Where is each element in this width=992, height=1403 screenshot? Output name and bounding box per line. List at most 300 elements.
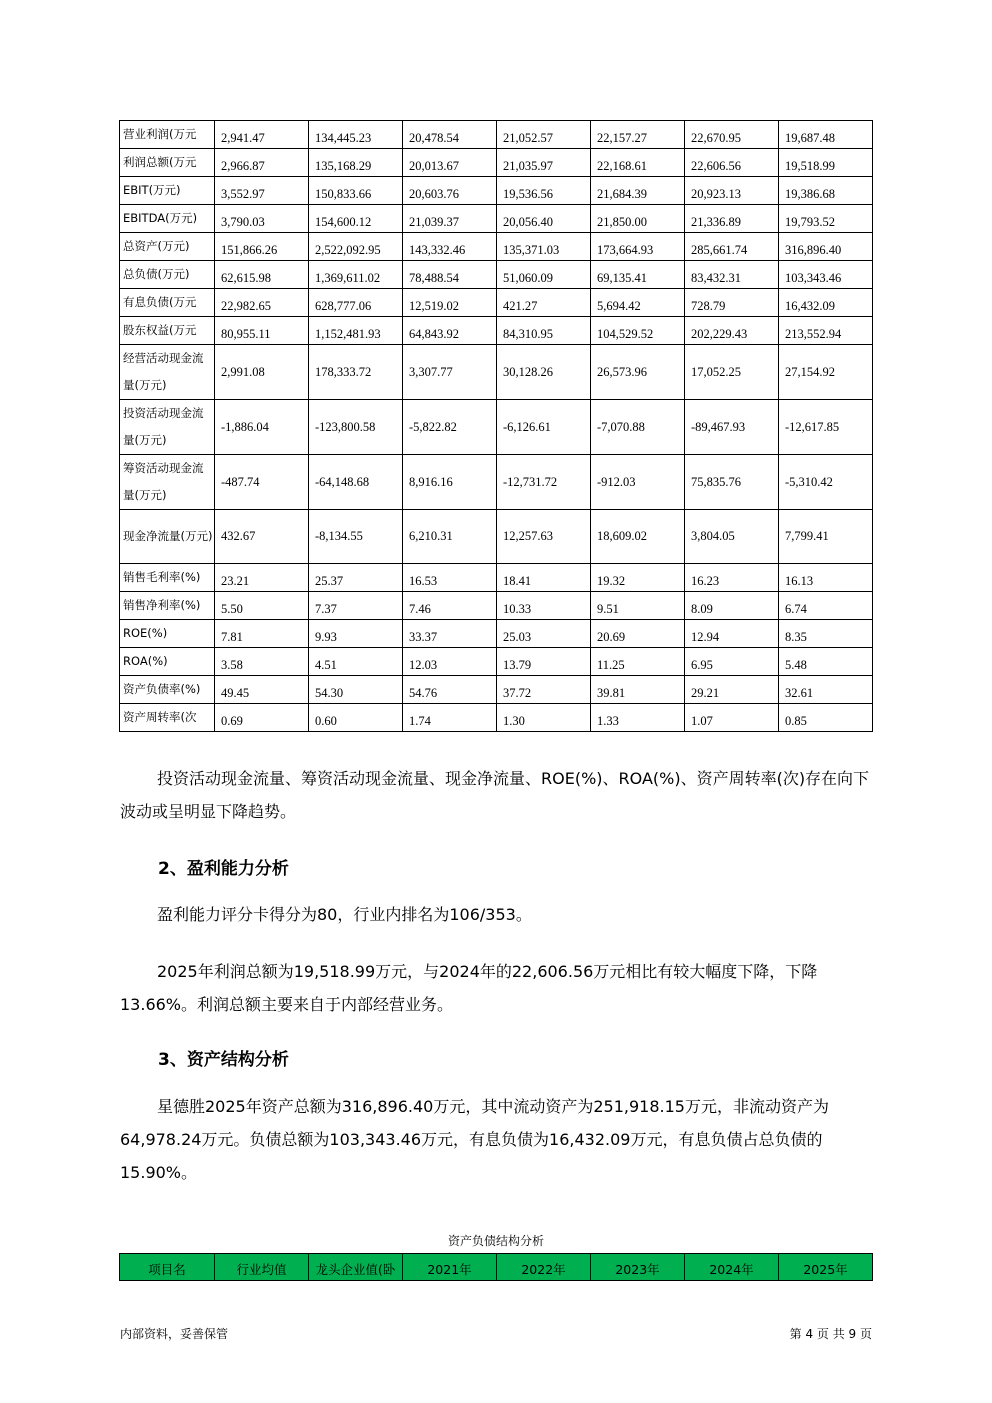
cell-value: 1.07 bbox=[691, 714, 713, 728]
cell-value: 202,229.43 bbox=[691, 327, 748, 341]
cell-value: 12.03 bbox=[409, 658, 438, 672]
table-cell bbox=[309, 400, 403, 455]
table-row bbox=[120, 620, 873, 648]
table-cell bbox=[497, 261, 591, 289]
table-cell bbox=[309, 205, 403, 233]
cell-value: 135,168.29 bbox=[315, 159, 372, 173]
table-cell bbox=[685, 205, 779, 233]
table-row bbox=[120, 510, 873, 564]
table-cell bbox=[403, 564, 497, 592]
row-label: 销售净利率(%) bbox=[120, 592, 215, 620]
table-cell bbox=[497, 648, 591, 676]
cell-value: 19,386.68 bbox=[785, 187, 835, 201]
table-cell bbox=[309, 510, 403, 564]
cell-value: 20,603.76 bbox=[409, 187, 459, 201]
table-cell bbox=[403, 648, 497, 676]
cell-value: 20.69 bbox=[597, 630, 626, 644]
cell-value: 22,606.56 bbox=[691, 159, 741, 173]
table-cell bbox=[779, 317, 873, 345]
table-cell bbox=[591, 289, 685, 317]
footer-page-number: 第 4 页 共 9 页 bbox=[789, 1327, 872, 1341]
table-cell bbox=[215, 233, 309, 261]
cell-value: 8.09 bbox=[691, 602, 713, 616]
table-cell bbox=[779, 149, 873, 177]
cell-value: 135,371.03 bbox=[503, 243, 560, 257]
table-cell bbox=[403, 289, 497, 317]
table-row bbox=[120, 149, 873, 177]
cell-value: 19.32 bbox=[597, 574, 626, 588]
table-cell bbox=[497, 121, 591, 149]
table-row bbox=[120, 676, 873, 704]
table-row bbox=[120, 648, 873, 676]
cell-value: 628,777.06 bbox=[315, 299, 372, 313]
profitability-score-paragraph: 盈利能力评分卡得分为80，行业内排名为106/353。 bbox=[157, 905, 532, 924]
table-cell bbox=[309, 592, 403, 620]
cell-value: 178,333.72 bbox=[315, 364, 372, 379]
header-label: 龙头企业值(卧 bbox=[315, 1262, 396, 1277]
table-cell bbox=[779, 177, 873, 205]
table-cell bbox=[497, 345, 591, 400]
table-cell bbox=[403, 121, 497, 149]
cell-value: -12,731.72 bbox=[503, 474, 558, 489]
table-cell bbox=[215, 177, 309, 205]
row-label: ROA(%) bbox=[120, 648, 215, 676]
table-cell bbox=[215, 121, 309, 149]
cell-value: -5,310.42 bbox=[785, 474, 833, 489]
cell-value: 151,866.26 bbox=[221, 243, 278, 257]
table-cell bbox=[591, 261, 685, 289]
cell-value: 22,157.27 bbox=[597, 131, 647, 145]
header-label: 项目名 bbox=[148, 1262, 186, 1277]
row-label: 现金净流量(万元) bbox=[120, 510, 215, 564]
table-cell bbox=[309, 149, 403, 177]
table-cell bbox=[497, 289, 591, 317]
row-label: 资产负债率(%) bbox=[120, 676, 215, 704]
table-cell bbox=[779, 564, 873, 592]
cell-value: 7,799.41 bbox=[785, 529, 829, 543]
table-cell bbox=[779, 289, 873, 317]
table-cell bbox=[591, 233, 685, 261]
table-cell bbox=[685, 676, 779, 704]
table-cell bbox=[215, 205, 309, 233]
table-cell bbox=[403, 620, 497, 648]
cell-value: 33.37 bbox=[409, 630, 438, 644]
balance-table-header-row bbox=[120, 1254, 873, 1281]
table-cell bbox=[403, 149, 497, 177]
table-cell bbox=[779, 400, 873, 455]
table-cell bbox=[779, 704, 873, 732]
cell-value: -12,617.85 bbox=[785, 419, 840, 434]
table-cell bbox=[497, 592, 591, 620]
table-cell bbox=[591, 620, 685, 648]
header-cell bbox=[215, 1254, 309, 1281]
table-cell bbox=[403, 400, 497, 455]
cell-value: 29.21 bbox=[691, 686, 720, 700]
table-cell bbox=[309, 177, 403, 205]
table-cell bbox=[403, 317, 497, 345]
table-cell bbox=[591, 121, 685, 149]
cell-value: 16,432.09 bbox=[785, 299, 835, 313]
cell-value: 7.37 bbox=[315, 602, 337, 616]
table-cell bbox=[403, 592, 497, 620]
cell-value: 0.60 bbox=[315, 714, 337, 728]
cell-value: 432.67 bbox=[221, 529, 256, 543]
cell-value: 20,478.54 bbox=[409, 131, 459, 145]
table-cell bbox=[215, 564, 309, 592]
table-row bbox=[120, 564, 873, 592]
row-label: 筹资活动现金流量(万元) bbox=[120, 455, 215, 510]
cell-value: 18,609.02 bbox=[597, 529, 647, 543]
header-label: 行业均值 bbox=[236, 1262, 287, 1277]
table-cell bbox=[403, 455, 497, 510]
cell-value: 12,519.02 bbox=[409, 299, 459, 313]
table-cell bbox=[215, 149, 309, 177]
cell-value: 213,552.94 bbox=[785, 327, 842, 341]
cell-value: 2,966.87 bbox=[221, 159, 265, 173]
cell-value: 75,835.76 bbox=[691, 474, 741, 489]
cell-value: 2,941.47 bbox=[221, 131, 265, 145]
cell-value: 18.41 bbox=[503, 574, 532, 588]
cell-value: -487.74 bbox=[221, 474, 260, 489]
table-cell bbox=[685, 317, 779, 345]
table-row bbox=[120, 455, 873, 510]
table-cell bbox=[779, 510, 873, 564]
cell-value: 8.35 bbox=[785, 630, 807, 644]
cell-value: 12.94 bbox=[691, 630, 720, 644]
cell-value: 3,790.03 bbox=[221, 215, 265, 229]
cell-value: 20,923.13 bbox=[691, 187, 741, 201]
table-row bbox=[120, 400, 873, 455]
cell-value: 20,013.67 bbox=[409, 159, 459, 173]
table-cell bbox=[685, 233, 779, 261]
table-cell bbox=[309, 289, 403, 317]
cell-value: 39.81 bbox=[597, 686, 626, 700]
cell-value: 285,661.74 bbox=[691, 243, 748, 257]
footer-confidential: 内部资料，妥善保管 bbox=[120, 1327, 229, 1341]
table-cell bbox=[403, 177, 497, 205]
cell-value: 25.03 bbox=[503, 630, 532, 644]
cell-value: 150,833.66 bbox=[315, 187, 372, 201]
table-cell bbox=[215, 592, 309, 620]
cell-value: 83,432.31 bbox=[691, 271, 741, 285]
cell-value: 2,522,092.95 bbox=[315, 243, 381, 257]
table-row bbox=[120, 233, 873, 261]
cell-value: 1.30 bbox=[503, 714, 525, 728]
table-cell bbox=[685, 261, 779, 289]
cell-value: 49.45 bbox=[221, 686, 250, 700]
header-cell bbox=[497, 1254, 591, 1281]
table-cell bbox=[685, 400, 779, 455]
cell-value: 3,307.77 bbox=[409, 364, 453, 379]
cell-value: 22,670.95 bbox=[691, 131, 741, 145]
row-label: 总负债(万元) bbox=[120, 261, 215, 289]
header-cell bbox=[591, 1254, 685, 1281]
table-cell bbox=[685, 564, 779, 592]
cell-value: 6.74 bbox=[785, 602, 807, 616]
cell-value: 21,684.39 bbox=[597, 187, 647, 201]
section-2-heading: 2、盈利能力分析 bbox=[158, 859, 289, 879]
cell-value: 1,369,611.02 bbox=[315, 271, 381, 285]
table-cell bbox=[215, 704, 309, 732]
table-cell bbox=[309, 233, 403, 261]
cell-value: -912.03 bbox=[597, 474, 636, 489]
row-label: EBIT(万元) bbox=[120, 177, 215, 205]
cell-value: 173,664.93 bbox=[597, 243, 654, 257]
table-cell bbox=[309, 648, 403, 676]
row-label: 资产周转率(次 bbox=[120, 704, 215, 732]
cell-value: -64,148.68 bbox=[315, 474, 370, 489]
table-cell bbox=[215, 345, 309, 400]
table-cell bbox=[215, 400, 309, 455]
header-cell bbox=[403, 1254, 497, 1281]
cell-value: 1.74 bbox=[409, 714, 431, 728]
table-cell bbox=[403, 233, 497, 261]
cell-value: 13.79 bbox=[503, 658, 532, 672]
table-cell bbox=[591, 564, 685, 592]
row-label: ROE(%) bbox=[120, 620, 215, 648]
profit-total-paragraph: 2025年利润总额为19,518.99万元，与2024年的22,606.56万元相比有较大幅度下降，下降13.66%。利润总额主要来自于内部经营业务。 bbox=[120, 962, 818, 1014]
row-label: 营业利润(万元 bbox=[120, 121, 215, 149]
cell-value: 32.61 bbox=[785, 686, 814, 700]
cell-value: 7.81 bbox=[221, 630, 243, 644]
table-row bbox=[120, 317, 873, 345]
asset-structure-paragraph: 星德胜2025年资产总额为316,896.40万元，其中流动资产为251,918.15万元，非流动资产为64,978.24万元。负债总额为103,343.46万元，有息负债为16,432.09万元，有息负债占总负债的15.90%。 bbox=[120, 1097, 829, 1182]
table-cell bbox=[591, 149, 685, 177]
table-cell bbox=[685, 177, 779, 205]
table-cell bbox=[591, 676, 685, 704]
table-cell bbox=[497, 620, 591, 648]
table-cell bbox=[309, 345, 403, 400]
cell-value: 64,843.92 bbox=[409, 327, 459, 341]
table-cell bbox=[309, 620, 403, 648]
cell-value: 30,128.26 bbox=[503, 364, 553, 379]
cell-value: 3,552.97 bbox=[221, 187, 265, 201]
table-cell bbox=[779, 620, 873, 648]
cell-value: 16.23 bbox=[691, 574, 720, 588]
cell-value: 16.53 bbox=[409, 574, 438, 588]
cell-value: 0.85 bbox=[785, 714, 807, 728]
financial-indicator-table bbox=[119, 120, 873, 732]
cell-value: 22,168.61 bbox=[597, 159, 647, 173]
cell-value: 16.13 bbox=[785, 574, 814, 588]
cell-value: 54.30 bbox=[315, 686, 344, 700]
table-row bbox=[120, 205, 873, 233]
table-cell bbox=[403, 704, 497, 732]
table-cell bbox=[497, 455, 591, 510]
row-label: 有息负债(万元 bbox=[120, 289, 215, 317]
header-label: 2024年 bbox=[709, 1262, 754, 1277]
cell-value: 10.33 bbox=[503, 602, 532, 616]
header-cell bbox=[685, 1254, 779, 1281]
table-cell bbox=[215, 317, 309, 345]
cell-value: 8,916.16 bbox=[409, 474, 453, 489]
header-label: 2023年 bbox=[615, 1262, 660, 1277]
table-cell bbox=[215, 620, 309, 648]
table-cell bbox=[309, 455, 403, 510]
cell-value: 17,052.25 bbox=[691, 364, 741, 379]
table-cell bbox=[497, 400, 591, 455]
cell-value: 21,052.57 bbox=[503, 131, 553, 145]
cell-value: 12,257.63 bbox=[503, 529, 553, 543]
table-cell bbox=[685, 289, 779, 317]
table-cell bbox=[779, 345, 873, 400]
table-cell bbox=[215, 289, 309, 317]
cell-value: 11.25 bbox=[597, 658, 625, 672]
cell-value: 154,600.12 bbox=[315, 215, 372, 229]
table-cell bbox=[685, 149, 779, 177]
table-cell bbox=[309, 704, 403, 732]
cell-value: 78,488.54 bbox=[409, 271, 459, 285]
table-cell bbox=[779, 592, 873, 620]
cell-value: -5,822.82 bbox=[409, 419, 457, 434]
row-label: 投资活动现金流量(万元) bbox=[120, 400, 215, 455]
table-cell bbox=[215, 510, 309, 564]
table-row bbox=[120, 177, 873, 205]
cell-value: 54.76 bbox=[409, 686, 438, 700]
cell-value: 21,850.00 bbox=[597, 215, 647, 229]
table-cell bbox=[685, 121, 779, 149]
table-cell bbox=[779, 261, 873, 289]
table-cell bbox=[685, 620, 779, 648]
cell-value: 84,310.95 bbox=[503, 327, 553, 341]
cell-value: -123,800.58 bbox=[315, 419, 376, 434]
table-cell bbox=[779, 648, 873, 676]
table-cell bbox=[309, 317, 403, 345]
table-cell bbox=[591, 455, 685, 510]
cell-value: 51,060.09 bbox=[503, 271, 553, 285]
table-cell bbox=[215, 261, 309, 289]
table-cell bbox=[779, 205, 873, 233]
table-cell bbox=[215, 648, 309, 676]
table-cell bbox=[309, 676, 403, 704]
cell-value: 0.69 bbox=[221, 714, 243, 728]
cell-value: 20,056.40 bbox=[503, 215, 553, 229]
cell-value: 6.95 bbox=[691, 658, 713, 672]
cell-value: 23.21 bbox=[221, 574, 250, 588]
row-label: EBITDA(万元) bbox=[120, 205, 215, 233]
table-cell bbox=[685, 648, 779, 676]
table-cell bbox=[497, 317, 591, 345]
table-cell bbox=[403, 261, 497, 289]
cell-value: 3,804.05 bbox=[691, 529, 735, 543]
header-cell bbox=[309, 1254, 403, 1281]
cell-value: 21,039.37 bbox=[409, 215, 459, 229]
balance-table-caption: 资产负债结构分析 bbox=[447, 1234, 544, 1248]
cell-value: 22,982.65 bbox=[221, 299, 271, 313]
row-label: 经营活动现金流量(万元) bbox=[120, 345, 215, 400]
table-cell bbox=[685, 704, 779, 732]
cell-value: 4.51 bbox=[315, 658, 337, 672]
row-label: 总资产(万元) bbox=[120, 233, 215, 261]
cell-value: -89,467.93 bbox=[691, 419, 746, 434]
cell-value: 134,445.23 bbox=[315, 131, 372, 145]
cell-value: -6,126.61 bbox=[503, 419, 551, 434]
cell-value: 21,336.89 bbox=[691, 215, 741, 229]
cell-value: 26,573.96 bbox=[597, 364, 647, 379]
table-cell bbox=[591, 704, 685, 732]
table-row bbox=[120, 261, 873, 289]
table-row bbox=[120, 121, 873, 149]
cell-value: 104,529.52 bbox=[597, 327, 654, 341]
table-cell bbox=[309, 261, 403, 289]
cell-value: 6,210.31 bbox=[409, 529, 453, 543]
cell-value: 5.48 bbox=[785, 658, 807, 672]
table-cell bbox=[497, 564, 591, 592]
cell-value: 3.58 bbox=[221, 658, 243, 672]
cell-value: 21,035.97 bbox=[503, 159, 553, 173]
cell-value: 62,615.98 bbox=[221, 271, 271, 285]
cell-value: 421.27 bbox=[503, 299, 538, 313]
table-cell bbox=[685, 592, 779, 620]
header-cell bbox=[779, 1254, 873, 1281]
table-cell bbox=[497, 510, 591, 564]
table-cell bbox=[779, 233, 873, 261]
cell-value: -8,134.55 bbox=[315, 529, 363, 543]
cell-value: -1,886.04 bbox=[221, 419, 269, 434]
trend-paragraph: 投资活动现金流量、筹资活动现金流量、现金净流量、ROE(%)、ROA(%)、资产周转率(次)存在向下波动或呈明显下降趋势。 bbox=[120, 769, 870, 821]
cell-value: 69,135.41 bbox=[597, 271, 647, 285]
table-cell bbox=[685, 455, 779, 510]
table-row bbox=[120, 345, 873, 400]
cell-value: 1.33 bbox=[597, 714, 619, 728]
cell-value: 7.46 bbox=[409, 602, 431, 616]
table-cell bbox=[591, 205, 685, 233]
table-cell bbox=[403, 345, 497, 400]
table-cell bbox=[497, 205, 591, 233]
table-cell bbox=[403, 676, 497, 704]
table-cell bbox=[497, 177, 591, 205]
header-label: 2022年 bbox=[521, 1262, 566, 1277]
table-cell bbox=[497, 233, 591, 261]
table-cell bbox=[685, 510, 779, 564]
table-cell bbox=[591, 177, 685, 205]
cell-value: 2,991.08 bbox=[221, 364, 265, 379]
row-label: 利润总额(万元 bbox=[120, 149, 215, 177]
table-cell bbox=[779, 455, 873, 510]
cell-value: 9.51 bbox=[597, 602, 619, 616]
table-cell bbox=[591, 592, 685, 620]
table-row bbox=[120, 289, 873, 317]
table-cell bbox=[403, 205, 497, 233]
cell-value: 19,793.52 bbox=[785, 215, 835, 229]
table-cell bbox=[497, 676, 591, 704]
cell-value: 5,694.42 bbox=[597, 299, 641, 313]
table-cell bbox=[685, 345, 779, 400]
cell-value: 5.50 bbox=[221, 602, 243, 616]
table-cell bbox=[215, 455, 309, 510]
table-row bbox=[120, 592, 873, 620]
cell-value: 143,332.46 bbox=[409, 243, 466, 257]
balance-structure-table bbox=[119, 1253, 873, 1281]
table-cell bbox=[497, 704, 591, 732]
cell-value: 728.79 bbox=[691, 299, 726, 313]
cell-value: 25.37 bbox=[315, 574, 344, 588]
cell-value: 19,518.99 bbox=[785, 159, 835, 173]
table-cell bbox=[309, 121, 403, 149]
table-cell bbox=[779, 121, 873, 149]
cell-value: 103,343.46 bbox=[785, 271, 842, 285]
row-label: 股东权益(万元 bbox=[120, 317, 215, 345]
cell-value: 80,955.11 bbox=[221, 327, 271, 341]
header-cell bbox=[120, 1254, 215, 1281]
table-cell bbox=[591, 345, 685, 400]
table-cell bbox=[309, 564, 403, 592]
section-3-heading: 3、资产结构分析 bbox=[158, 1050, 289, 1070]
cell-value: 19,687.48 bbox=[785, 131, 835, 145]
header-label: 2025年 bbox=[803, 1262, 848, 1277]
table-cell bbox=[591, 648, 685, 676]
cell-value: -7,070.88 bbox=[597, 419, 645, 434]
